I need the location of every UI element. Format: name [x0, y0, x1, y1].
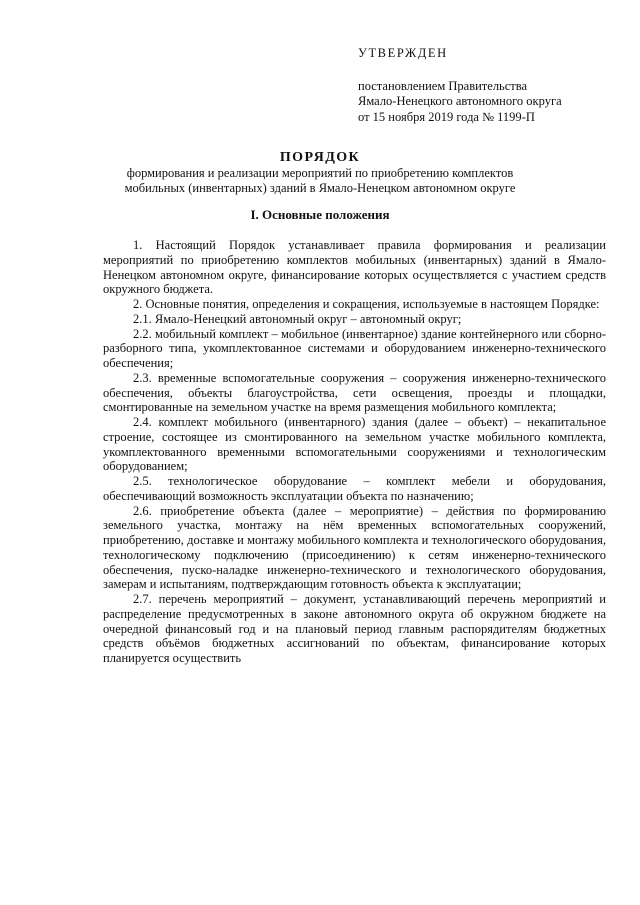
approval-line: Ямало-Ненецкого автономного округа: [358, 94, 562, 108]
document-title: ПОРЯДОК: [279, 150, 361, 165]
paragraph: 2.2. мобильный комплект – мобильное (инвентарное) здание контейнерного или сборно-разборного типа, укомплектованное системами и оборудованием инженерно-технического обеспечения;: [103, 326, 606, 370]
approval-stamp: [358, 46, 562, 125]
paragraph: 1. Настоящий Порядок устанавливает правила формирования и реализации мероприятий по приобретению комплектов мобильных (инвентарных) зданий в Ямало-Ненецком автономном округе, финансирование которых осуществляется с участием средств окружного бюджета.: [103, 238, 606, 297]
subtitle-line: формирования и реализации мероприятий по приобретению комплектов: [126, 166, 514, 180]
paragraph: 2. Основные понятия, определения и сокращения, используемые в настоящем Порядке:: [133, 297, 600, 311]
document-body: [103, 238, 606, 666]
approval-line: постановлением Правительства: [358, 78, 528, 93]
paragraph: 2.6. приобретение объекта (далее – мероприятие) – действия по формированию земельного участка, монтажу на нём временных вспомогательных сооружений, приобретению, доставке и монтажу мобильного комплекта и технологического оборудования, технологическому подключению (присоединению) к сетям инженерно-технического обеспечения, пуско-наладке инженерно-технического и технологического оборудования, замерам и испытаниям, подтверждающим готовность объекта к эксплуатации;: [103, 503, 606, 592]
paragraph: 2.3. временные вспомогательные сооружения – сооружения инженерно-технического обеспечения, объекты благоустройства, сети освещения, проезды и площадки, смонтированные на земельном участке на время размещения мобильного комплекта;: [103, 370, 606, 415]
approval-heading: УТВЕРЖДЕН: [358, 46, 448, 60]
approval-line: от 15 ноября 2019 года № 1199-П: [358, 109, 535, 124]
paragraph: 2.5. технологическое оборудование – комплект мебели и оборудования, обеспечивающий возможность эксплуатации объекта по назначению;: [103, 474, 606, 503]
paragraph: 2.4. комплект мобильного (инвентарного) здания (далее – объект) – некапитальное строение, состоящее из смонтированного на земельном участке мобильного комплекта, укомплектованного временными вспомогательными сооружениями и технологическим оборудованием;: [103, 415, 606, 474]
paragraph: 2.7. перечень мероприятий – документ, устанавливающий перечень мероприятий и распределение предусмотренных в законе автономного округа об окружном бюджете на очередной финансовый год и на плановый период главным распорядителям бюджетных средств объёмов бюджетных ассигнований по объектам, финансирование которых планируется осуществить: [103, 592, 606, 665]
document-subtitle: [90, 166, 550, 196]
subtitle-line: мобильных (инвентарных) зданий в Ямало-Ненецком автономном округе: [124, 181, 516, 195]
paragraph: 2.1. Ямало-Ненецкий автономный округ – автономный округ;: [133, 311, 462, 326]
section-title: I. Основные положения: [250, 207, 390, 222]
